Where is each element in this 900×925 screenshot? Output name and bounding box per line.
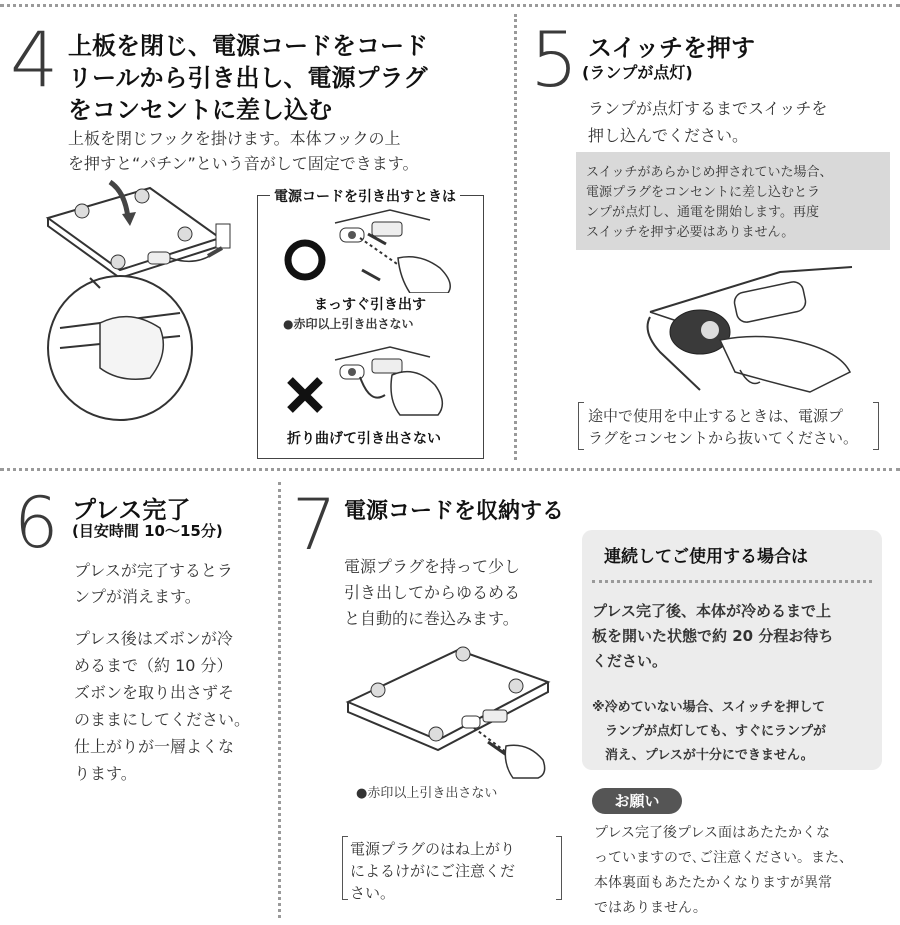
request-line4: ではありません。 <box>594 900 707 916</box>
step7-figure-note: ●赤印以上引き出さない <box>356 786 498 801</box>
step7-caution-line2: によるけがにご注意くだ <box>350 862 516 880</box>
step5-subtitle: (ランプが点灯) <box>582 63 693 82</box>
step7-number: 7 <box>292 484 337 566</box>
top-dotted-border <box>0 4 900 7</box>
card-body-line1: プレス完了後、本体が冷めるまで上 <box>592 602 831 620</box>
step7-caution-bracket-left <box>342 836 348 900</box>
step6-body1-line1: プレスが完了するとラ <box>74 561 233 580</box>
request-line1: プレス完了後プレス面はあたたかくな <box>594 825 831 841</box>
ok-label: まっすぐ引き出す <box>314 297 426 313</box>
step5-caution-line2: ラグをコンセントから抜いてください。 <box>588 429 859 447</box>
step7-caution-line1: 電源プラグのはね上がり <box>350 840 516 858</box>
step7-title: 電源コードを収納する <box>344 499 565 524</box>
card-note-line3: 消え、プレスが十分にできません。 <box>592 748 814 763</box>
cord-bent-illustration <box>330 345 475 420</box>
card-note-line1: ※冷めていない場合、スイッチを押して <box>592 700 826 715</box>
ok-note: ●赤印以上引き出さない <box>283 317 414 331</box>
step5-caution-bracket-right <box>873 402 879 450</box>
step5-caution-bracket-left <box>578 402 584 450</box>
step6-body2-line1: プレス後はズボンが冷 <box>74 629 233 648</box>
request-line3: 本体裏面もあたたかくなりますが異常 <box>594 875 832 891</box>
step5-note-line3: ンプが点灯し、通電を開始します。再度 <box>586 205 819 220</box>
press-closing-illustration <box>30 178 250 458</box>
circle-ok-icon <box>283 238 327 282</box>
step7-body-line2: 引き出してからゆるめる <box>344 583 521 602</box>
card-note-line2: ランプが点灯しても、すぐにランプが <box>592 724 827 739</box>
step6-number: 6 <box>14 482 59 564</box>
step6-body2-line5: 仕上がりが一層よくな <box>74 737 235 756</box>
middle-dotted-divider <box>0 468 900 471</box>
step6-subtitle: (目安時間 10～15分) <box>72 522 223 540</box>
step5-body-line1: ランプが点灯するまでスイッチを <box>588 99 828 118</box>
step4-body-line1: 上板を閉じフックを掛けます。本体フックの上 <box>68 129 401 148</box>
step7-body-line1: 電源プラグを持って少し <box>344 557 521 576</box>
step6-body2-line6: ります。 <box>74 764 137 783</box>
step5-caution-line1: 途中で使用を中止するときは、電源プ <box>588 407 844 425</box>
cord-box-title: 電源コードを引き出すときは <box>270 186 460 206</box>
request-badge: お願い <box>592 788 682 814</box>
step6-body2-line4: のままにしてください。 <box>74 710 251 729</box>
step6-body2-line2: めるまで（約 10 分） <box>74 656 233 675</box>
lower-vertical-divider <box>278 482 281 918</box>
step6-body1-line2: ンプが消えます。 <box>74 587 201 606</box>
cord-storage-illustration <box>338 642 558 780</box>
step4-title-line3: をコンセントに差し込む <box>68 96 332 124</box>
step5-note-line4: スイッチを押す必要はありません。 <box>586 225 795 240</box>
step4-number: 4 <box>10 15 59 104</box>
continuous-use-title: 連続してご使用する場合は <box>604 547 808 567</box>
cross-ng-icon <box>285 375 325 415</box>
step5-number: 5 <box>530 15 579 104</box>
step7-body-line3: と自動的に巻込みます。 <box>344 609 519 628</box>
step5-note-line1: スイッチがあらかじめ押されていた場合、 <box>586 165 833 180</box>
card-body-line3: ください。 <box>592 652 668 670</box>
switch-press-illustration <box>640 262 855 394</box>
step4-title-line1: 上板を閉じ、電源コードをコード <box>68 32 428 60</box>
step4-body-line2: を押すと“パチン”という音がして固定できます。 <box>68 154 419 173</box>
step5-title: スイッチを押す <box>588 34 756 62</box>
step6-title: プレス完了 <box>72 496 191 524</box>
step6-body2-line3: ズボンを取り出さずそ <box>74 683 235 702</box>
step5-body-line2: 押し込んでください。 <box>588 126 749 145</box>
ng-label: 折り曲げて引き出さない <box>287 431 441 447</box>
step4-title-line2: リールから引き出し、電源プラグ <box>68 64 428 92</box>
step7-caution-line3: さい。 <box>350 884 396 902</box>
cord-straight-illustration <box>330 208 475 293</box>
step5-note-line2: 電源プラグをコンセントに差し込むとラ <box>586 185 821 200</box>
card-body-line2: 板を開いた状態で約 20 分程お待ち <box>592 627 834 645</box>
card-dotted-divider <box>592 580 872 583</box>
request-line2: っていますので､ご注意ください。また、 <box>594 850 853 866</box>
upper-vertical-divider <box>514 14 517 460</box>
step7-caution-bracket-right <box>556 836 562 900</box>
